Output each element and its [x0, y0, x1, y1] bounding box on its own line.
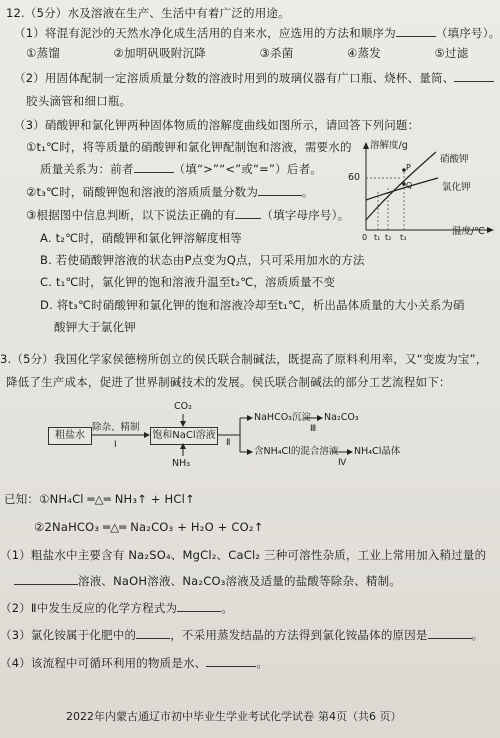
graph-kno3-label: 硝酸钾 — [440, 154, 469, 165]
kno3-curve — [366, 152, 436, 220]
q12-option-d: D. 将t₃℃时硝酸钾和氯化钾的饱和溶液冷却至t₁℃，析出晶体质量的大小关系为硝 — [40, 298, 465, 312]
graph-tick-0: 0 — [362, 233, 368, 242]
graph-ylabel: 溶解度/g — [370, 140, 408, 151]
flow-box-saturated-nacl: 饱和NaCl溶液 — [150, 427, 218, 445]
graph-tick-t3: t₃ — [400, 233, 407, 242]
graph-xlabel: 温度/℃ — [452, 226, 485, 237]
flow-input-nh3: NH₃ — [172, 458, 191, 469]
answer-blank[interactable] — [134, 162, 174, 173]
answer-blank[interactable] — [177, 601, 221, 612]
flow-step-2: Ⅱ — [226, 438, 231, 448]
graph-kcl-label: 氯化钾 — [442, 182, 471, 193]
q13-p1-cont: 溶液、NaOH溶液、Na₂CO₃溶液及适量的盐酸等除杂、精制。 — [14, 574, 401, 588]
q12-p2: （2）用固体配制一定溶质质量分数的溶液时用到的玻璃仪器有广口瓶、烧杯、量筒、 — [14, 71, 494, 85]
graph-y60: 60 — [348, 172, 361, 183]
flow-step-3: Ⅲ — [310, 424, 317, 434]
answer-blank[interactable] — [454, 71, 494, 82]
q13-p3: （3）氯化铵属于化肥中的 ，不采用蒸发结晶的方法得到氯化铵晶体的原因是 。 — [0, 628, 484, 642]
flow-box-crude-brine: 粗盐水 — [48, 427, 92, 445]
answer-blank[interactable] — [14, 574, 78, 585]
q12-s1: ①t₁℃时，将等质量的硝酸钾和氯化钾配制饱和溶液，需要水的 — [26, 140, 352, 154]
solubility-graph — [340, 140, 500, 240]
q13-p2: （2）Ⅱ中发生反应的化学方程式为 。 — [0, 601, 233, 615]
q13-head-cont: 降低了生产成本，促进了世界制碱技术的发展。侯氏联合制碱法的部分工艺流程如下： — [6, 375, 451, 389]
q12-s1-cont: 质量关系为：前者 （填“>”“<”或“=”）后者。 — [40, 162, 322, 176]
q12-p1-options: ①蒸馏 ②加明矾吸附沉降 ③杀菌 ④蒸发 ⑤过滤 — [26, 46, 469, 60]
q12-s2: ②t₃℃时，硝酸钾饱和溶液的溶质质量分数为 。 — [26, 185, 314, 199]
answer-blank[interactable] — [235, 208, 261, 219]
flow-step-purify: 除杂、精制 — [92, 422, 140, 433]
flow-output-nh4cl-solution: 含NH₄Cl的混合溶液 — [254, 446, 339, 457]
graph-tick-t2: t₂ — [385, 233, 392, 242]
q12-p2-cont: 胶头滴管和细口瓶。 — [26, 94, 132, 108]
flow-output-nh4cl-crystal: NH₄Cl晶体 — [354, 446, 401, 457]
flow-output-na2co3: Na₂CO₃ — [324, 412, 359, 423]
graph-point-p: P — [406, 163, 411, 172]
flow-step-4: Ⅳ — [338, 458, 347, 468]
q12-p1: （1）将混有泥沙的天然水净化成生活用的自来水，应选用的方法和顺序为 （填序号）。 — [14, 26, 500, 40]
graph-tick-t1: t₁ — [374, 233, 381, 242]
answer-blank[interactable] — [428, 628, 472, 639]
q13-p1: （1）粗盐水中主要含有 Na₂SO₄、MgCl₂、CaCl₂ 三种可溶性杂质，工业上常用加入稍过量的 — [0, 548, 487, 562]
graph-point-q: Q — [406, 181, 413, 190]
q12-option-c: C. t₁℃时，氯化钾的饱和溶液升温至t₂℃，溶质质量不变 — [40, 275, 336, 289]
q12-s3: ③根据图中信息判断，以下说法正确的有 （填字母序号）。 — [26, 208, 350, 222]
q13-known-1: 已知：①NH₄Cl ═△═ NH₃↑ + HCl↑ — [4, 492, 195, 506]
kcl-curve — [366, 178, 438, 200]
q12-option-d-cont: 酸钾大于氯化钾 — [54, 320, 136, 334]
q13-known-2: ②2NaHCO₃ ═△═ Na₂CO₃ + H₂O + CO₂↑ — [34, 520, 264, 534]
answer-blank[interactable] — [258, 185, 302, 196]
answer-blank[interactable] — [136, 628, 170, 639]
footer-title: 2022年内蒙古通辽市初中毕业生学业考试化学试卷 — [66, 710, 314, 723]
q12-option-a: A. t₂℃时，硝酸钾和氯化钾溶解度相等 — [40, 231, 243, 245]
q12-p3: （3）硝酸钾和氯化钾两种固体物质的溶解度曲线如图所示，请回答下列问题： — [14, 118, 420, 132]
flow-input-co2: CO₂ — [174, 401, 192, 412]
solubility-curve-svg — [340, 140, 500, 240]
flow-step-1: Ⅰ — [114, 440, 117, 450]
answer-blank[interactable] — [206, 656, 256, 667]
answer-blank[interactable] — [396, 26, 436, 37]
footer-page-number: 第4页（共6 页） — [318, 710, 402, 723]
flow-output-nahco3: NaHCO₃沉淀 — [254, 412, 311, 423]
q12-option-b: B. 若使硝酸钾溶液的状态由P点变为Q点，只可采用加水的方法 — [40, 253, 365, 267]
q13-head: 3.（5分）我国化学家侯德榜所创立的侯氏联合制碱法，既提高了原料利用率，又“变废为宝”， — [0, 352, 488, 366]
q13-p4: （4）该流程中可循环利用的物质是水、 。 — [0, 656, 269, 670]
q12-head: 12.（5分）水及溶液在生产、生活中有着广泛的用途。 — [6, 6, 290, 20]
